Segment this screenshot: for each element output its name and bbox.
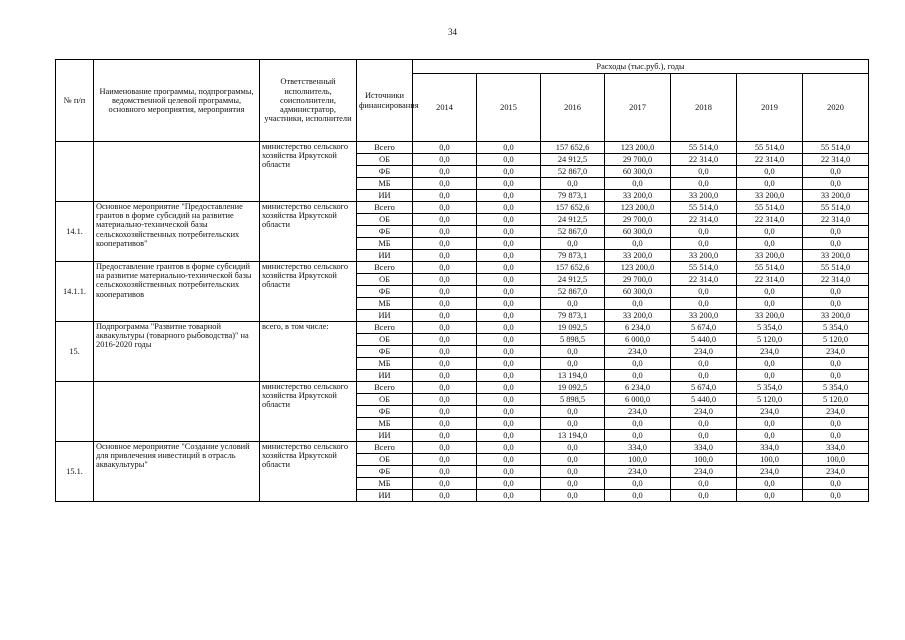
- expense-value: 234,0: [605, 346, 671, 358]
- expense-value: 100,0: [803, 454, 869, 466]
- expense-value: 24 912,5: [541, 214, 605, 226]
- row-number: [56, 382, 94, 442]
- row-number: [56, 142, 94, 202]
- expense-value: 33 200,0: [803, 250, 869, 262]
- expense-value: 123 200,0: [605, 262, 671, 274]
- expense-value: 157 652,6: [541, 262, 605, 274]
- expense-value: 5 354,0: [803, 322, 869, 334]
- expense-value: 0,0: [413, 358, 477, 370]
- expense-value: 22 314,0: [671, 274, 737, 286]
- expense-value: 0,0: [671, 370, 737, 382]
- funding-source: ИИ: [357, 430, 413, 442]
- expense-value: 0,0: [737, 238, 803, 250]
- expense-value: 5 354,0: [737, 382, 803, 394]
- expense-value: 33 200,0: [671, 310, 737, 322]
- expense-value: 334,0: [671, 442, 737, 454]
- expense-value: 0,0: [803, 178, 869, 190]
- header-year: 2014: [413, 74, 477, 142]
- expense-value: 0,0: [477, 358, 541, 370]
- funding-source: МБ: [357, 418, 413, 430]
- expense-value: 0,0: [477, 334, 541, 346]
- expense-value: 0,0: [477, 178, 541, 190]
- expense-value: 79 873,1: [541, 190, 605, 202]
- expense-value: 0,0: [477, 250, 541, 262]
- expense-value: 52 867,0: [541, 166, 605, 178]
- budget-table: [55, 59, 869, 502]
- expense-value: 0,0: [477, 454, 541, 466]
- expense-value: 0,0: [803, 370, 869, 382]
- expense-value: 0,0: [413, 466, 477, 478]
- expense-value: 55 514,0: [671, 262, 737, 274]
- expense-value: 0,0: [803, 298, 869, 310]
- expense-value: 5 354,0: [737, 322, 803, 334]
- expense-value: 22 314,0: [737, 274, 803, 286]
- expense-value: 0,0: [477, 478, 541, 490]
- expense-value: 123 200,0: [605, 202, 671, 214]
- header-responsible: Ответственный исполнитель, соисполнители, администратор, участники, исполнители: [260, 60, 357, 142]
- table-row: [56, 442, 869, 454]
- expense-value: 33 200,0: [803, 190, 869, 202]
- expense-value: 33 200,0: [737, 250, 803, 262]
- expense-value: 0,0: [413, 226, 477, 238]
- row-number: 15.1.: [56, 442, 94, 502]
- expense-value: 0,0: [541, 346, 605, 358]
- expense-value: 33 200,0: [605, 250, 671, 262]
- expense-value: 0,0: [541, 298, 605, 310]
- expense-value: 234,0: [737, 466, 803, 478]
- expense-value: 234,0: [803, 406, 869, 418]
- expense-value: 33 200,0: [605, 310, 671, 322]
- expense-value: 13 194,0: [541, 430, 605, 442]
- expense-value: 29 700,0: [605, 274, 671, 286]
- expense-value: 0,0: [477, 430, 541, 442]
- expense-value: 0,0: [541, 178, 605, 190]
- responsible-executor: всего, в том числе:: [260, 322, 357, 382]
- funding-source: ОБ: [357, 214, 413, 226]
- expense-value: 0,0: [477, 166, 541, 178]
- expense-value: 52 867,0: [541, 286, 605, 298]
- funding-source: ИИ: [357, 310, 413, 322]
- expense-value: 234,0: [605, 406, 671, 418]
- funding-source: Всего: [357, 142, 413, 154]
- page-number: 34: [448, 27, 457, 37]
- table-body: [56, 142, 869, 502]
- expense-value: 5 120,0: [737, 394, 803, 406]
- expense-value: 234,0: [671, 466, 737, 478]
- expense-value: 0,0: [477, 238, 541, 250]
- expense-value: 29 700,0: [605, 214, 671, 226]
- expense-value: 0,0: [737, 370, 803, 382]
- expense-value: 0,0: [671, 490, 737, 502]
- funding-source: ИИ: [357, 490, 413, 502]
- expense-value: 55 514,0: [737, 262, 803, 274]
- expense-value: 0,0: [803, 226, 869, 238]
- expense-value: 0,0: [737, 178, 803, 190]
- expense-value: 0,0: [737, 298, 803, 310]
- funding-source: ИИ: [357, 370, 413, 382]
- expense-value: 33 200,0: [671, 190, 737, 202]
- funding-source: МБ: [357, 358, 413, 370]
- expense-value: 0,0: [541, 406, 605, 418]
- expense-value: 0,0: [737, 478, 803, 490]
- measure-name: [94, 382, 260, 442]
- expense-value: 0,0: [477, 190, 541, 202]
- expense-value: 60 300,0: [605, 166, 671, 178]
- expense-value: 0,0: [413, 394, 477, 406]
- header-year: 2016: [541, 74, 605, 142]
- funding-source: ОБ: [357, 274, 413, 286]
- expense-value: 55 514,0: [803, 262, 869, 274]
- expense-value: 0,0: [737, 166, 803, 178]
- funding-source: Всего: [357, 262, 413, 274]
- expense-value: 0,0: [413, 478, 477, 490]
- expense-value: 0,0: [413, 202, 477, 214]
- funding-source: ОБ: [357, 154, 413, 166]
- table-row: [56, 142, 869, 154]
- expense-value: 0,0: [477, 202, 541, 214]
- expense-value: 0,0: [671, 226, 737, 238]
- expense-value: 33 200,0: [803, 310, 869, 322]
- funding-source: ФБ: [357, 346, 413, 358]
- funding-source: МБ: [357, 478, 413, 490]
- expense-value: 0,0: [541, 418, 605, 430]
- expense-value: 0,0: [477, 406, 541, 418]
- expense-value: 6 234,0: [605, 382, 671, 394]
- measure-name: [94, 142, 260, 202]
- funding-source: ФБ: [357, 286, 413, 298]
- funding-source: Всего: [357, 202, 413, 214]
- expense-value: 0,0: [671, 298, 737, 310]
- expense-value: 0,0: [413, 346, 477, 358]
- expense-value: 22 314,0: [671, 214, 737, 226]
- expense-value: 334,0: [803, 442, 869, 454]
- expense-value: 0,0: [477, 346, 541, 358]
- expense-value: 0,0: [803, 418, 869, 430]
- expense-value: 22 314,0: [803, 214, 869, 226]
- funding-source: МБ: [357, 178, 413, 190]
- expense-value: 0,0: [413, 322, 477, 334]
- funding-source: ФБ: [357, 166, 413, 178]
- expense-value: 0,0: [413, 154, 477, 166]
- expense-value: 0,0: [671, 418, 737, 430]
- expense-value: 234,0: [803, 346, 869, 358]
- expense-value: 0,0: [477, 310, 541, 322]
- measure-name: Основное мероприятие "Предоставление грантов в форме субсидий на развитие материально-технической базы сельскохозяйственных потребительских кооперативов": [94, 202, 260, 262]
- expense-value: 0,0: [541, 466, 605, 478]
- funding-source: ФБ: [357, 466, 413, 478]
- expense-value: 52 867,0: [541, 226, 605, 238]
- expense-value: 0,0: [413, 214, 477, 226]
- expense-value: 13 194,0: [541, 370, 605, 382]
- expense-value: 0,0: [605, 490, 671, 502]
- expense-value: 100,0: [671, 454, 737, 466]
- expense-value: 0,0: [413, 286, 477, 298]
- expense-value: 5 440,0: [671, 334, 737, 346]
- expense-value: 0,0: [477, 466, 541, 478]
- funding-source: Всего: [357, 442, 413, 454]
- expense-value: 0,0: [605, 430, 671, 442]
- expense-value: 55 514,0: [803, 142, 869, 154]
- expense-value: 0,0: [413, 430, 477, 442]
- expense-value: 0,0: [737, 430, 803, 442]
- expense-value: 24 912,5: [541, 274, 605, 286]
- expense-value: 0,0: [477, 262, 541, 274]
- expense-value: 6 000,0: [605, 334, 671, 346]
- expense-value: 0,0: [413, 406, 477, 418]
- responsible-executor: министерство сельского хозяйства Иркутской области: [260, 142, 357, 202]
- header-year: 2015: [477, 74, 541, 142]
- expense-value: 0,0: [477, 382, 541, 394]
- expense-value: 0,0: [737, 286, 803, 298]
- expense-value: 0,0: [803, 490, 869, 502]
- expense-value: 234,0: [803, 466, 869, 478]
- expense-value: 55 514,0: [803, 202, 869, 214]
- expense-value: 0,0: [541, 238, 605, 250]
- expense-value: 234,0: [737, 346, 803, 358]
- expense-value: 22 314,0: [803, 154, 869, 166]
- expense-value: 33 200,0: [671, 250, 737, 262]
- expense-value: 5 120,0: [803, 334, 869, 346]
- expense-value: 0,0: [413, 298, 477, 310]
- expense-value: 0,0: [477, 226, 541, 238]
- expense-value: 0,0: [541, 358, 605, 370]
- responsible-executor: министерство сельского хозяйства Иркутской области: [260, 262, 357, 322]
- responsible-executor: министерство сельского хозяйства Иркутской области: [260, 382, 357, 442]
- table-row: [56, 202, 869, 214]
- expense-value: 0,0: [477, 274, 541, 286]
- measure-name: Предоставление грантов в форме субсидий на развитие материально-технической базы сельскохозяйственных потребительских кооперативов: [94, 262, 260, 322]
- expense-value: 5 674,0: [671, 382, 737, 394]
- expense-value: 0,0: [413, 190, 477, 202]
- expense-value: 0,0: [605, 178, 671, 190]
- expense-value: 0,0: [477, 142, 541, 154]
- expense-value: 0,0: [477, 418, 541, 430]
- funding-source: ИИ: [357, 250, 413, 262]
- funding-source: ИИ: [357, 190, 413, 202]
- expense-value: 0,0: [671, 358, 737, 370]
- expense-value: 0,0: [477, 298, 541, 310]
- row-number: 14.1.1.: [56, 262, 94, 322]
- expense-value: 0,0: [605, 238, 671, 250]
- table-row: [56, 262, 869, 274]
- expense-value: 5 898,5: [541, 334, 605, 346]
- table-row: [56, 322, 869, 334]
- header-year: 2017: [605, 74, 671, 142]
- expense-value: 29 700,0: [605, 154, 671, 166]
- expense-value: 79 873,1: [541, 310, 605, 322]
- row-number: 14.1.: [56, 202, 94, 262]
- expense-value: 234,0: [605, 466, 671, 478]
- expense-value: 5 674,0: [671, 322, 737, 334]
- expense-value: 33 200,0: [737, 190, 803, 202]
- expense-value: 0,0: [413, 490, 477, 502]
- expense-value: 0,0: [477, 214, 541, 226]
- funding-source: Всего: [357, 382, 413, 394]
- funding-source: МБ: [357, 238, 413, 250]
- expense-value: 33 200,0: [737, 310, 803, 322]
- funding-source: Всего: [357, 322, 413, 334]
- expense-value: 234,0: [671, 346, 737, 358]
- expense-value: 0,0: [803, 166, 869, 178]
- expense-value: 0,0: [413, 454, 477, 466]
- expense-value: 19 092,5: [541, 382, 605, 394]
- expense-value: 0,0: [803, 286, 869, 298]
- expense-value: 0,0: [541, 490, 605, 502]
- expense-value: 0,0: [737, 226, 803, 238]
- expense-value: 0,0: [737, 490, 803, 502]
- header-year: 2018: [671, 74, 737, 142]
- expense-value: 234,0: [737, 406, 803, 418]
- expense-value: 334,0: [605, 442, 671, 454]
- funding-source: ОБ: [357, 394, 413, 406]
- header-year: 2019: [737, 74, 803, 142]
- expense-value: 55 514,0: [671, 142, 737, 154]
- expense-value: 0,0: [541, 478, 605, 490]
- expense-value: 5 120,0: [737, 334, 803, 346]
- expense-value: 0,0: [671, 430, 737, 442]
- responsible-executor: министерство сельского хозяйства Иркутской области: [260, 202, 357, 262]
- expense-value: 5 440,0: [671, 394, 737, 406]
- table-header: [56, 60, 869, 142]
- expense-value: 24 912,5: [541, 154, 605, 166]
- expense-value: 6 000,0: [605, 394, 671, 406]
- expense-value: 0,0: [605, 478, 671, 490]
- expense-value: 0,0: [413, 178, 477, 190]
- expense-value: 55 514,0: [671, 202, 737, 214]
- expense-value: 234,0: [671, 406, 737, 418]
- expense-value: 0,0: [477, 154, 541, 166]
- expense-value: 0,0: [413, 274, 477, 286]
- expense-value: 5 898,5: [541, 394, 605, 406]
- expense-value: 0,0: [413, 250, 477, 262]
- expense-value: 0,0: [413, 166, 477, 178]
- expense-value: 0,0: [541, 454, 605, 466]
- expense-value: 60 300,0: [605, 286, 671, 298]
- expense-value: 22 314,0: [737, 154, 803, 166]
- expense-value: 6 234,0: [605, 322, 671, 334]
- expense-value: 0,0: [671, 286, 737, 298]
- expense-value: 60 300,0: [605, 226, 671, 238]
- header-sources: Источники финансирования: [357, 60, 413, 142]
- expense-value: 0,0: [737, 418, 803, 430]
- expense-value: 0,0: [803, 478, 869, 490]
- measure-name: Подпрограмма "Развитие товарной аквакультуры (товарного рыбоводства)" на 2016-2020 годы: [94, 322, 260, 382]
- expense-value: 0,0: [605, 298, 671, 310]
- expense-value: 5 120,0: [803, 394, 869, 406]
- funding-source: МБ: [357, 298, 413, 310]
- expense-value: 0,0: [803, 358, 869, 370]
- expense-value: 0,0: [605, 370, 671, 382]
- expense-value: 0,0: [477, 286, 541, 298]
- expense-value: 0,0: [803, 430, 869, 442]
- expense-value: 0,0: [413, 370, 477, 382]
- expense-value: 0,0: [737, 358, 803, 370]
- expense-value: 0,0: [671, 166, 737, 178]
- header-name: Наименование программы, подпрограммы, ведомственной целевой программы, основного мероприятия, мероприятия: [94, 60, 260, 142]
- expense-value: 0,0: [413, 382, 477, 394]
- expense-value: 0,0: [413, 262, 477, 274]
- expense-value: 0,0: [477, 442, 541, 454]
- expense-value: 0,0: [413, 310, 477, 322]
- expense-value: 0,0: [605, 418, 671, 430]
- expense-value: 100,0: [605, 454, 671, 466]
- header-num: № п/п: [56, 60, 94, 142]
- expense-value: 0,0: [413, 418, 477, 430]
- expense-value: 0,0: [671, 238, 737, 250]
- expense-value: 22 314,0: [671, 154, 737, 166]
- funding-source: ОБ: [357, 454, 413, 466]
- expense-value: 0,0: [477, 394, 541, 406]
- expense-value: 0,0: [413, 334, 477, 346]
- header-year: 2020: [803, 74, 869, 142]
- responsible-executor: министерство сельского хозяйства Иркутской области: [260, 442, 357, 502]
- expense-value: 0,0: [413, 442, 477, 454]
- expense-value: 157 652,6: [541, 142, 605, 154]
- expense-value: 100,0: [737, 454, 803, 466]
- expense-value: 0,0: [413, 142, 477, 154]
- expense-value: 0,0: [477, 370, 541, 382]
- expense-value: 0,0: [803, 238, 869, 250]
- row-number: 15.: [56, 322, 94, 382]
- expense-value: 33 200,0: [605, 190, 671, 202]
- expense-value: 334,0: [737, 442, 803, 454]
- expense-value: 0,0: [477, 490, 541, 502]
- expense-value: 0,0: [671, 178, 737, 190]
- table-row: [56, 382, 869, 394]
- expense-value: 55 514,0: [737, 202, 803, 214]
- expense-value: 0,0: [605, 358, 671, 370]
- expense-value: 55 514,0: [737, 142, 803, 154]
- expense-value: 0,0: [671, 478, 737, 490]
- expense-value: 22 314,0: [803, 274, 869, 286]
- expense-value: 19 092,5: [541, 322, 605, 334]
- funding-source: ФБ: [357, 226, 413, 238]
- expense-value: 123 200,0: [605, 142, 671, 154]
- expense-value: 22 314,0: [737, 214, 803, 226]
- expense-value: 0,0: [541, 442, 605, 454]
- expense-value: 0,0: [477, 322, 541, 334]
- header-expenses: Расходы (тыс.руб.), годы: [413, 60, 869, 74]
- expense-value: 79 873,1: [541, 250, 605, 262]
- expense-value: 157 652,6: [541, 202, 605, 214]
- measure-name: Основное мероприятие "Создание условий для привлечения инвестиций в отрасль аквакультуры": [94, 442, 260, 502]
- expense-value: 0,0: [413, 238, 477, 250]
- funding-source: ФБ: [357, 406, 413, 418]
- funding-source: ОБ: [357, 334, 413, 346]
- expense-value: 5 354,0: [803, 382, 869, 394]
